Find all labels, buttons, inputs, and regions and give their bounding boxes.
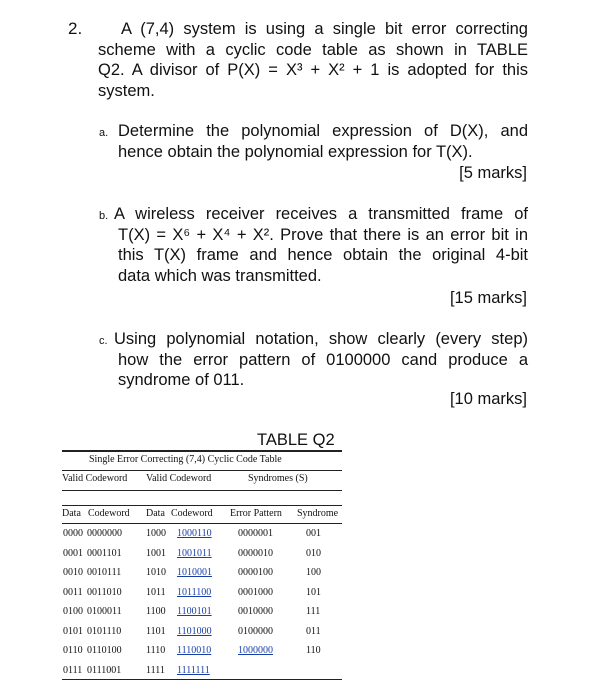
part-b-text [114,204,528,286]
table-cell: 010 [306,547,321,559]
column-header: Data [62,508,81,519]
part-c-text [114,329,528,391]
part-b-marks: [15 marks] [449,289,527,307]
table-rule [62,490,342,491]
table-cell: 0010000 [238,606,273,617]
table-cell: 0001000 [238,586,273,598]
table-rule [62,450,342,452]
table-caption-row [62,454,342,470]
table-row [62,548,342,564]
column-header: Error Pattern [230,508,282,519]
table-rule [62,679,342,680]
table-cell: 0000001 [238,528,273,539]
table-row [62,645,342,661]
table-rule [62,505,342,506]
table-caption: Single Error Correcting (7,4) Cyclic Code Table [89,454,282,465]
intro-line: A (7,4) system is using a single bit error correcting [121,20,528,38]
group-header: Syndromes (S) [248,473,308,484]
part-b-line: T(X) = X⁶ + X⁴ + X². Prove that there is an error bit in [118,225,528,244]
table-cell: 0001101 [87,547,122,559]
table-cell: 0101 [63,625,83,637]
table-cell: 0011 [63,586,83,598]
part-a-line: hence obtain the polynomial expression for T(X). [118,142,473,161]
table-cell: 1011 [146,586,166,598]
table-row [62,606,342,622]
table-group-header-row [62,473,342,489]
table-cell: 1110010 [177,645,212,656]
part-c-line: how the error pattern of 0100000 cand produce a [118,350,528,369]
table-row [62,626,342,642]
part-b-label: b. [99,210,109,222]
table-cell: 110 [306,645,321,656]
table-cell: 1100101 [177,606,212,617]
table-cell: 101 [306,586,321,598]
table-cell: 1101000 [177,625,212,637]
table-title: TABLE Q2 [257,431,335,449]
table-cell: 0100 [63,606,83,617]
table-cell: 1010001 [177,567,212,578]
table-cell: 1110 [146,645,166,656]
table-cell: 0000000 [87,528,122,539]
part-b-line: A wireless receiver receives a transmitted frame of [114,205,528,223]
column-header: Data [146,508,165,519]
table-cell: 1001 [146,547,166,559]
table-cell: 1100 [146,606,166,617]
table-cell: 1011100 [177,586,212,598]
table-cell: 1000110 [177,528,212,539]
table-row [62,567,342,583]
intro-line: Q2. A divisor of P(X) = X³ + X² + 1 is adopted for this [98,61,528,79]
question-intro [98,19,528,101]
table-cell: 0010111 [87,567,122,578]
table-cell: 0110 [63,645,83,656]
table-cell: 0000100 [238,567,273,578]
group-header: Valid Codeword [62,473,128,484]
group-header: Valid Codeword [146,473,212,484]
table-cell: 1111111 [177,664,210,676]
table-cell: 001 [306,528,321,539]
part-b-line: this T(X) frame and hence obtain the original 4-bit [118,246,528,264]
part-c-marks: [10 marks] [449,390,527,408]
table-cell: 0100011 [87,606,122,617]
table-cell: 111 [306,606,321,617]
table-row [62,528,342,544]
table-cell: 0000010 [238,547,273,559]
part-c-label: c. [99,335,108,347]
column-header: Codeword [88,508,130,519]
part-a-line: Determine the polynomial expression of D(X), and [118,122,528,140]
table-rule [62,523,342,524]
table-row [62,587,342,603]
table-cell: 1101 [146,625,166,637]
table-cell: 0111001 [87,664,122,676]
part-c-line: syndrome of 011. [118,371,245,389]
table-cell: 100 [306,567,321,578]
column-header: Codeword [171,508,213,519]
table-cell: 011 [306,625,321,637]
part-b-line: data which was transmitted. [118,266,322,285]
table-cell: 0010 [63,567,83,578]
intro-line: system. [98,81,155,100]
table-cell: 0101110 [87,625,122,637]
table-cell: 0111 [63,664,83,676]
table-rule [62,470,342,471]
table-cell: 0011010 [87,586,122,598]
part-a-marks: [5 marks] [459,164,527,182]
table-cell: 0000 [63,528,83,539]
table-cell: 1000000 [238,645,273,656]
table-cell: 1000 [146,528,166,539]
table-column-header-row [62,508,342,524]
part-c-line: Using polynomial notation, show clearly (every step) [114,330,528,348]
part-a-label: a. [99,127,109,139]
table-cell: 0100000 [238,625,273,637]
question-number: 2. [68,19,83,38]
table-cell: 1010 [146,567,166,578]
table-cell: 0001 [63,547,83,559]
part-a-text [118,121,528,162]
column-header: Syndrome [297,508,339,519]
intro-line: scheme with a cyclic code table as shown in TABLE [98,40,528,59]
table-cell: 0110100 [87,645,122,656]
table-cell: 1111 [146,664,165,676]
table-cell: 1001011 [177,547,212,559]
